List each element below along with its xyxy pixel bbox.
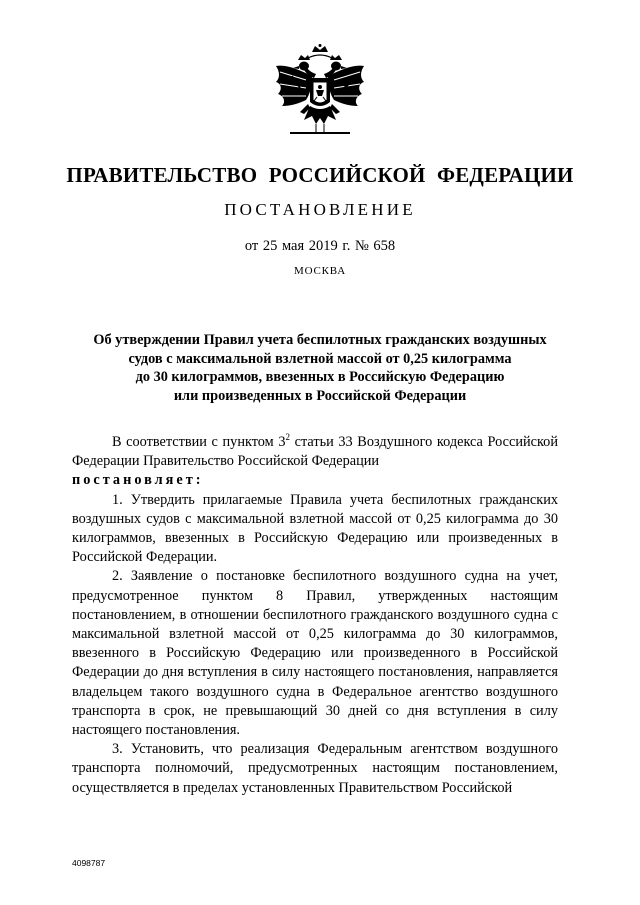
decree-word-line: [72, 471, 558, 490]
preamble-text-continued: статьи 33 Воздушного кодекса Российской Федерации Правительство Российской Федерации: [72, 434, 558, 470]
document-heading: [70, 331, 570, 405]
document-code: 4098787: [72, 858, 106, 868]
decree-word: постановляет:: [72, 472, 204, 489]
paragraph-3: 3. Установить, что реализация Федеральным агентством воздушного транспорта полномочий, предусмотренных настоящим постановлением, осуществляется в пределах установленных Правительством Российской: [72, 741, 558, 796]
document-type: ПОСТАНОВЛЕНИЕ: [224, 200, 416, 219]
paragraph-2: 2. Заявление о постановке беспилотного воздушного судна на учет, предусмотренное пунктом 8 Правил, утвержденных настоящим постановлением, в отношении беспилотного гражданского воздушного судна с максимальной взлетной массой от 0,25 килограмма до 30 килограммов, ввезенного в Российскую Федерацию или произведенного в Российской Федерации до дня вступления в силу настоящего постановления, направляется владельцем такого воздушного судна в Федеральное агентство воздушного транспорта в срок, не превышающий 30 дней со дня вступления в силу настоящего постановления.: [72, 568, 558, 739]
document-body: [72, 433, 558, 798]
document-date-number: от 25 мая 2019 г. № 658: [244, 238, 396, 254]
heading-line: Об утверждении Правил учета беспилотных гражданских воздушных: [93, 332, 547, 348]
preamble-text: В соответствии с пунктом 3: [112, 434, 286, 450]
coat-of-arms-icon: [270, 44, 370, 148]
paragraph-1: 1. Утвердить прилагаемые Правила учета беспилотных гражданских воздушных судов с максимальной взлетной массой от 0,25 килограмма до 30 килограммов, ввезенных в Российскую Федерацию или произведенных в Российской Федерации.: [72, 491, 558, 566]
preamble-paragraph: [72, 433, 558, 471]
document-city: МОСКВА: [294, 265, 346, 277]
heading-line: судов с максимальной взлетной массой от 0,25 килограмма: [128, 350, 512, 367]
preamble-superscript: 2: [285, 432, 290, 443]
heading-line: или произведенных в Российской Федерации: [173, 387, 467, 404]
heading-line: до 30 килограммов, ввезенных в Российскую Федерацию: [135, 369, 505, 385]
government-title: ПРАВИТЕЛЬСТВО РОССИЙСКОЙ ФЕДЕРАЦИИ: [66, 163, 574, 187]
